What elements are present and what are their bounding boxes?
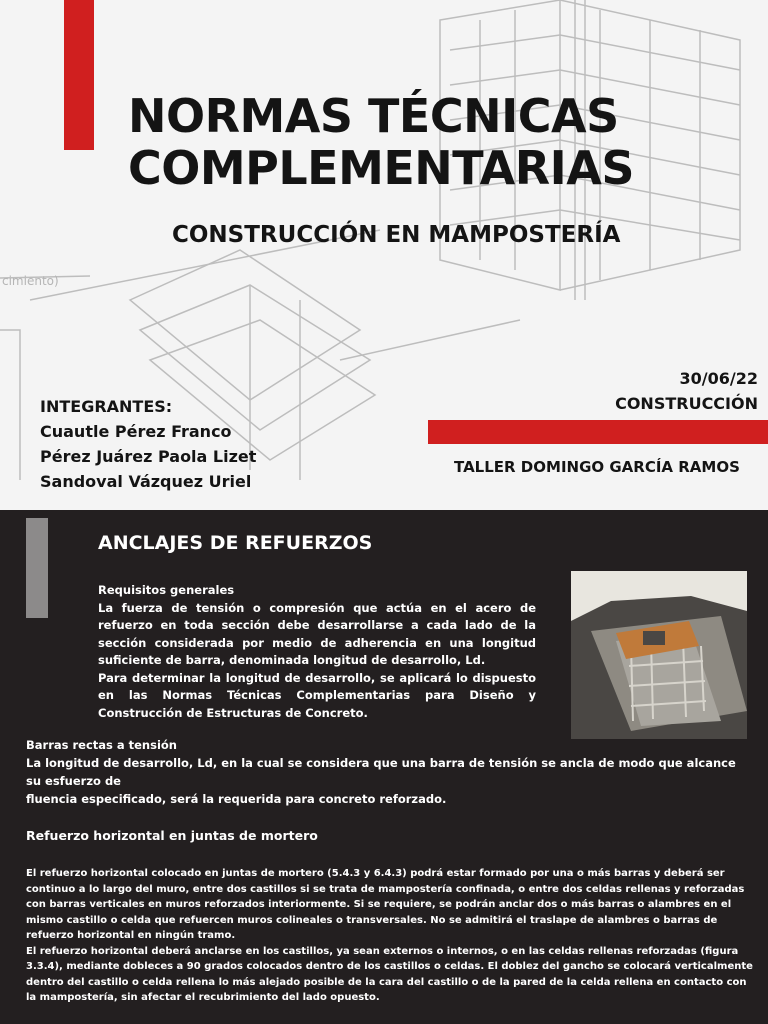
- requirements-paragraph: La fuerza de tensión o compresión que actúa en el acero de refuerzo en toda sección debe desarrollarse a cada lado de la sección considerada por medio de adherencia en una longitud suficiente de barra, denominada longitud de desarrollo, Ld.: [98, 600, 536, 667]
- category: CONSTRUCCIÓN: [615, 394, 758, 413]
- date-block: [615, 366, 758, 416]
- straight-bars-paragraph: La longitud de desarrollo, Ld, en la cual se considera que una barra de tensión se ancla de modo que alcance su esfuerzo de: [26, 756, 736, 788]
- page-title: [128, 90, 728, 194]
- section-heading: ANCLAJES DE REFUERZOS: [98, 532, 373, 554]
- member-name: Pérez Juárez Paola Lizet: [40, 447, 257, 466]
- rebar-foundation-photo: [571, 571, 747, 739]
- red-divider-bar: [428, 420, 768, 444]
- cover-section: [0, 0, 768, 510]
- requirements-title: Requisitos generales: [98, 583, 235, 597]
- title-line-1: NORMAS TÉCNICAS: [128, 89, 619, 143]
- member-name: Sandoval Vázquez Uriel: [40, 472, 252, 491]
- date: 30/06/22: [679, 369, 758, 388]
- page-subtitle: CONSTRUCCIÓN EN MAMPOSTERÍA: [172, 222, 621, 248]
- rebar-photo-illustration: [571, 571, 747, 739]
- horizontal-reinforcement-paragraph: El refuerzo horizontal colocado en juntas de mortero (5.4.3 y 6.4.3) podrá estar formado por una o más barras y deberá ser continuo a lo largo del muro, entre dos castillos si se trata de mampostería confinada, o entre dos celdas rellenas y reforzadas con barras verticales en muros reforzados interiormente. Si se requiere, se podrán anclar dos o más barras o alambres en el mismo castillo o celda que refuercen muros colineales o transversales. No se admitirá el traslape de alambres o barras de refuerzo horizontal en ningún tramo.: [26, 868, 745, 941]
- straight-bars-title: Barras rectas a tensión: [26, 738, 177, 752]
- horizontal-reinforcement-title: Refuerzo horizontal en juntas de mortero: [26, 828, 318, 843]
- workshop-name: TALLER DOMINGO GARCÍA RAMOS: [454, 458, 740, 476]
- horizontal-reinforcement-text: [26, 866, 754, 1006]
- grey-accent-bar: [26, 518, 48, 618]
- sketch-label: cimiento): [2, 274, 59, 288]
- content-section: [0, 510, 768, 1024]
- red-accent-bar: [64, 0, 94, 150]
- general-requirements: [98, 582, 536, 722]
- members-heading: INTEGRANTES:: [40, 397, 173, 416]
- straight-bars-paragraph: fluencia especificado, será la requerida para concreto reforzado.: [26, 792, 447, 806]
- title-line-2: COMPLEMENTARIAS: [128, 141, 634, 195]
- member-name: Cuautle Pérez Franco: [40, 422, 232, 441]
- requirements-paragraph: Para determinar la longitud de desarrollo, se aplicará lo dispuesto en las Normas Técnicas Complementarias para Diseño y Construcción de Estructuras de Concreto.: [98, 670, 536, 720]
- horizontal-reinforcement-paragraph: El refuerzo horizontal deberá anclarse en los castillos, ya sean externos o internos, o en las celdas rellenas reforzadas (figura 3.3.4), mediante dobleces a 90 grados colocados dentro de los castillos o celdas. El doblez del gancho se colocará verticalmente dentro del castillo o celda rellena lo más alejado posible de la cara del castillo o de la pared de la celda rellena en contacto con la mampostería, sin afectar el recubrimiento del lado opuesto.: [26, 945, 753, 1003]
- members-block: [40, 394, 256, 494]
- straight-bars-tension: [26, 736, 754, 808]
